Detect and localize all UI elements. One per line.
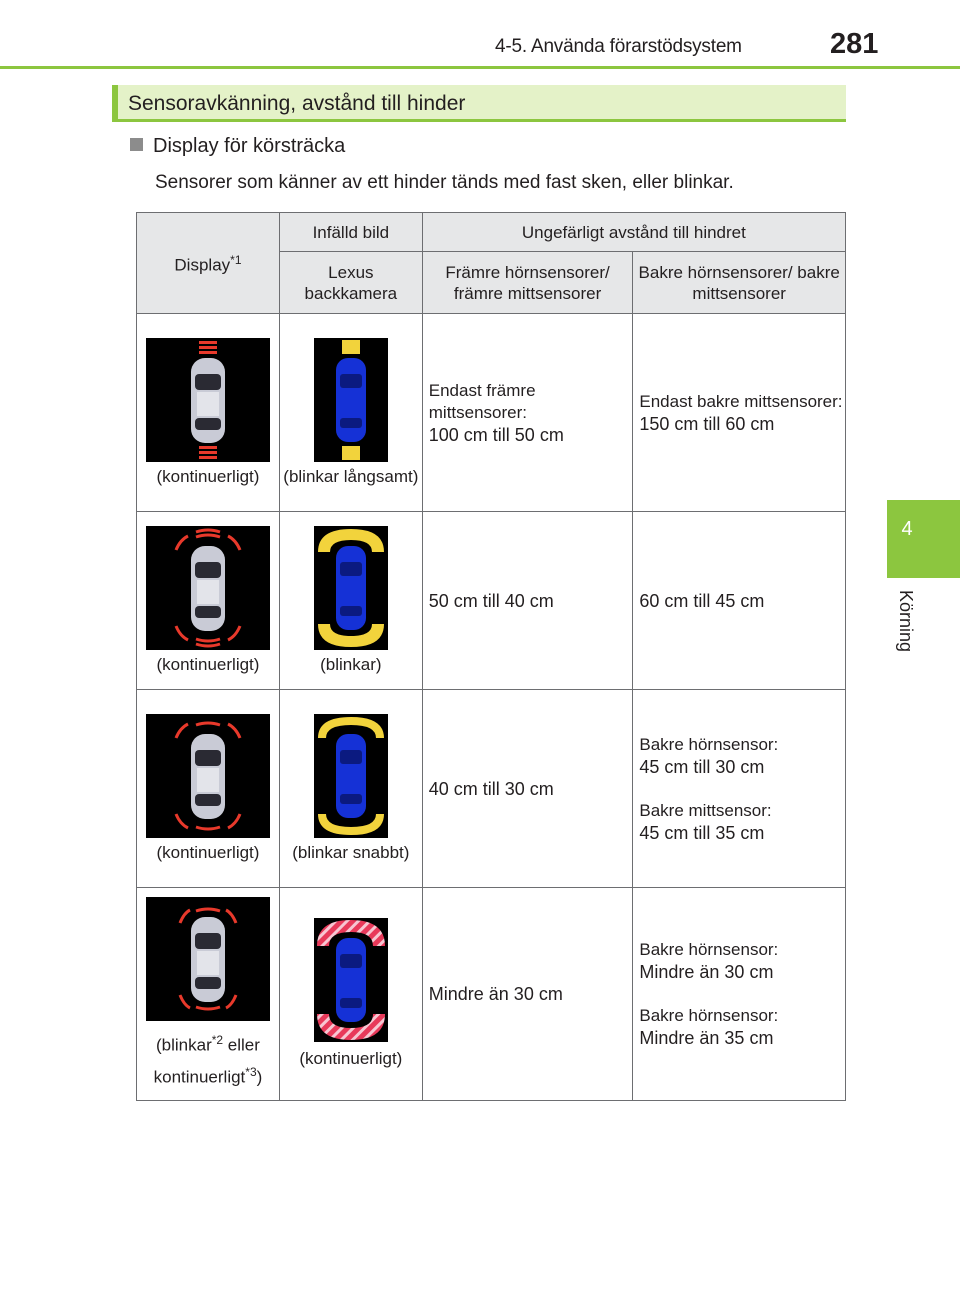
subheader-rear: Bakre hörnsensorer/ bakre mittsensorer <box>633 252 846 314</box>
rear-distance-cell: Bakre hörnsensor: Mindre än 30 cm Bakre hörnsensor: Mindre än 35 cm <box>633 888 846 1101</box>
chapter-label: Körning <box>896 590 916 653</box>
subheader-inset: Lexus backkamera <box>279 252 422 314</box>
page-number: 281 <box>830 28 879 60</box>
front-distance-cell: 50 cm till 40 cm <box>422 512 633 690</box>
header-section-title: 4-5. Använda förarstödsystem <box>495 36 742 57</box>
inset-cell: (blinkar snabbt) <box>279 690 422 888</box>
camera-inset-center-sensors-icon <box>314 338 388 462</box>
header-distance: Ungefärligt avstånd till hindret <box>422 213 845 252</box>
table-row <box>137 690 846 888</box>
inset-cell: (kontinuerligt) <box>279 888 422 1101</box>
car-display-center-sensors-icon <box>146 338 270 462</box>
table-row <box>137 512 846 690</box>
front-distance-cell: Mindre än 30 cm <box>422 888 633 1101</box>
front-distance-cell: 40 cm till 30 cm <box>422 690 633 888</box>
rear-distance-cell: Bakre hörnsensor: 45 cm till 30 cm Bakre mittsensor: 45 cm till 35 cm <box>633 690 846 888</box>
sensor-distance-table <box>136 212 846 1101</box>
camera-inset-all-sensors-icon <box>314 526 388 650</box>
header-inset: Infälld bild <box>279 213 422 252</box>
inset-cell: (blinkar) <box>279 512 422 690</box>
chapter-number: 4 <box>901 518 913 540</box>
camera-inset-near-sensors-icon <box>314 714 388 838</box>
camera-inset-closest-sensors-icon <box>314 918 388 1042</box>
bullet-square-icon <box>130 138 143 151</box>
subheader-front: Främre hörnsensorer/ främre mittsensorer <box>422 252 633 314</box>
header-display: Display$^{*1}$ <box>137 213 280 314</box>
rear-distance-cell: Endast bakre mittsensorer: 150 cm till 60 cm <box>633 314 846 512</box>
header-divider <box>0 66 960 69</box>
table-row <box>137 314 846 512</box>
inset-cell: (blinkar långsamt) <box>279 314 422 512</box>
display-cell: (kontinuerligt) <box>137 512 280 690</box>
intro-text: Sensorer som känner av ett hinder tänds med fast sken, eller blinkar. <box>155 172 734 193</box>
car-display-near-sensors-icon <box>146 714 270 838</box>
subheading: Display för körsträcka <box>130 135 345 158</box>
car-display-closest-sensors-icon <box>146 897 270 1021</box>
display-cell: (blinkar$^{*2}$ eller kontinuerligt$^{*3}$) <box>137 888 280 1101</box>
table-row <box>137 888 846 1101</box>
front-distance-cell: Endast främre mittsensorer: 100 cm till 50 cm <box>422 314 633 512</box>
car-display-all-sensors-icon <box>146 526 270 650</box>
display-cell: (kontinuerligt) <box>137 314 280 512</box>
rear-distance-cell: 60 cm till 45 cm <box>633 512 846 690</box>
display-cell: (kontinuerligt) <box>137 690 280 888</box>
section-title: Sensoravkänning, avstånd till hinder <box>128 92 466 115</box>
